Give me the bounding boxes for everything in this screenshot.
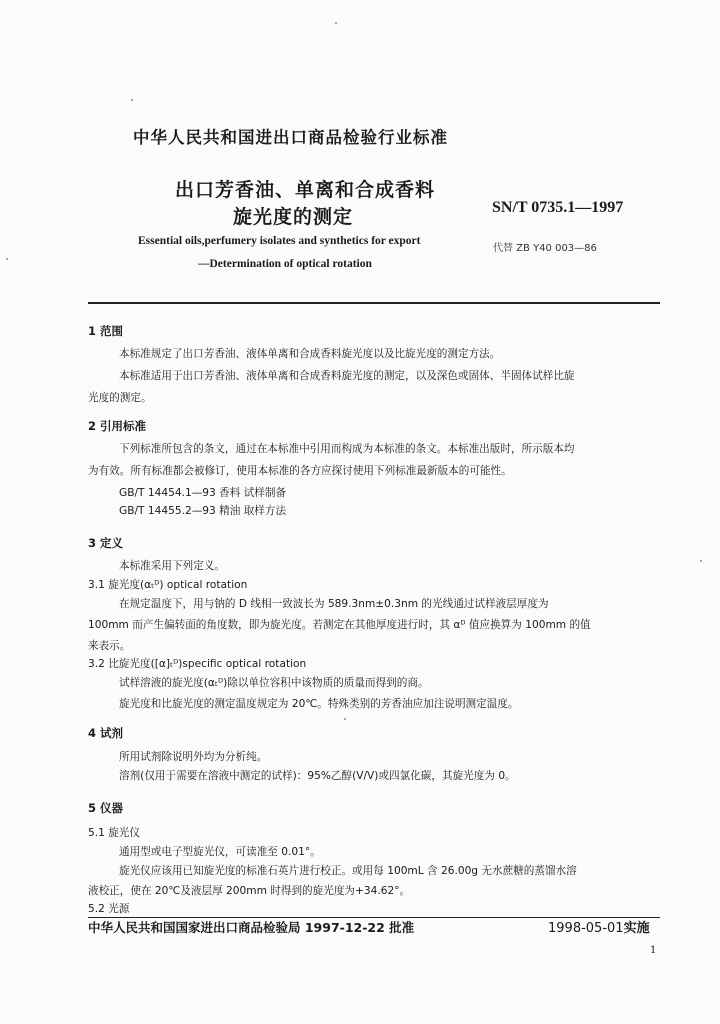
document-header: 中华人民共和国进出口商品检验行业标准 <box>133 128 448 147</box>
section-3-heading: 3 定义 <box>88 536 124 550</box>
section-2-heading: 2 引用标准 <box>88 419 147 433</box>
section-5-1-para-1: 通用型或电子型旋光仪，可读准至 0.01°。 <box>119 846 321 858</box>
implementation-line: 1998-05-01实施 <box>548 921 650 936</box>
scan-speck <box>344 718 346 720</box>
section-2-para-1b: 为有效。所有标准都会被修订，使用本标准的各方应探讨使用下列标准最新版本的可能性。 <box>88 465 512 477</box>
scan-speck <box>131 99 133 101</box>
section-5-1-para-2b: 液校正，使在 20℃及液层厚 200mm 时得到的旋光度为+34.62°。 <box>88 885 411 897</box>
title-line-2: 旋光度的测定 <box>233 206 354 228</box>
approval-line: 中华人民共和国国家进出口商品检验局 1997-12-22 批准 <box>88 920 415 935</box>
section-1-heading: 1 范围 <box>88 324 124 338</box>
section-5-1-para-2a: 旋光仪应该用已知旋光度的标准石英片进行校正。或用每 100mL 含 26.00g 无水蔗糖的蒸馏水溶 <box>119 865 577 877</box>
definition-3-1-line-b: 100mm 而产生偏转面的角度数，即为旋光度。若测定在其他厚度进行时，其 αᴰ 值应换算为 100mm 的值 <box>88 619 591 631</box>
header-rule <box>88 302 660 304</box>
definition-3-1-line-c: 来表示。 <box>88 640 131 652</box>
section-2-para-1a: 下列标准所包含的条文，通过在本标准中引用而构成为本标准的条文。本标准出版时，所示版本均 <box>119 443 575 455</box>
title-line-1: 出口芳香油、单离和合成香料 <box>175 179 436 201</box>
reference-1: GB/T 14454.1—93 香料 试样制备 <box>119 487 287 499</box>
page-number: 1 <box>650 945 657 956</box>
english-title-line-1: Essential oils,perfumery isolates and synthetics for export <box>138 235 421 247</box>
definition-3-2-line-a: 试样溶液的旋光度(αₜᴰ)除以单位容积中该物质的质量而得到的商。 <box>119 677 429 689</box>
section-4-para-1: 所用试剂除说明外均为分析纯。 <box>119 751 268 763</box>
definition-3-1-line-a: 在规定温度下，用与钠的 D 线相一致波长为 589.3nm±0.3nm 的光线通过试样液层厚度为 <box>119 598 549 610</box>
reference-2: GB/T 14455.2—93 精油 取样方法 <box>119 505 287 517</box>
definition-3-1: 3.1 旋光度(αₜᴰ) optical rotation <box>88 579 248 591</box>
english-title-line-2: —Determination of optical rotation <box>198 258 372 270</box>
section-5-heading: 5 仪器 <box>88 801 124 815</box>
section-4-heading: 4 试剂 <box>88 726 124 740</box>
standard-number: SN/T 0735.1—1997 <box>492 199 624 216</box>
scan-speck <box>335 22 337 24</box>
section-1-para-1: 本标准规定了出口芳香油、液体单离和合成香料旋光度以及比旋光度的测定方法。 <box>119 348 501 360</box>
definition-3-2: 3.2 比旋光度([α]ₜᴰ)specific optical rotation <box>88 658 307 670</box>
scan-speck <box>700 560 702 562</box>
subsection-5-2: 5.2 光源 <box>88 903 130 915</box>
section-4-para-2: 溶剂(仅用于需要在溶液中测定的试样)：95%乙醇(V/V)或四氯化碳，其旋光度为 0。 <box>119 770 516 782</box>
subsection-5-1: 5.1 旋光仪 <box>88 827 140 839</box>
section-1-para-2b: 光度的测定。 <box>88 392 152 404</box>
definition-3-2-line-b: 旋光度和比旋光度的测定温度规定为 20℃。特殊类别的芳香油应加注说明测定温度。 <box>119 698 519 710</box>
section-1-para-2a: 本标准适用于出口芳香油、液体单离和合成香料旋光度的测定，以及深色或固体、半固体试样比旋 <box>119 370 575 382</box>
replaces-note: 代替 ZB Y40 003—86 <box>493 243 597 254</box>
scan-speck <box>6 258 8 260</box>
section-3-para-1: 本标准采用下列定义。 <box>119 560 225 572</box>
